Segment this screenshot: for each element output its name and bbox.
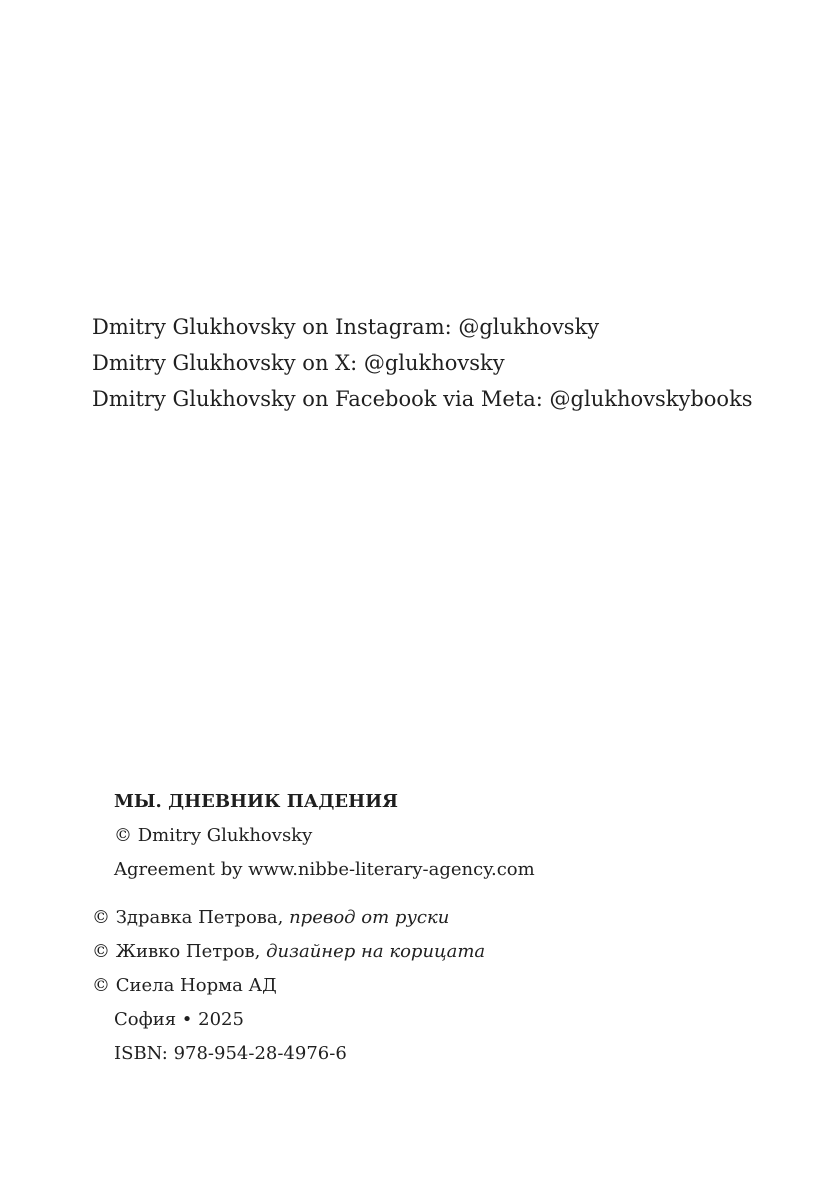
city-year: София • 2025 [114,1009,244,1030]
designer-role: дизайнер на корицата [266,941,486,962]
author-copyright: © Dmitry Glukhovsky [114,825,313,846]
designer-credit [92,935,485,969]
isbn: ISBN: 978-954-28-4976-6 [114,1043,347,1064]
translator-role: превод от руски [289,907,450,928]
agency-agreement: Agreement by www.nibbe-literary-agency.com [114,859,535,880]
publisher-credit: © Сиела Норма АД [92,975,277,996]
designer-name: © Живко Петров, [92,941,267,962]
author-social-links [92,309,753,417]
instagram-line: Dmitry Glukhovsky on Instagram: @glukhovsky [92,315,600,339]
facebook-line: Dmitry Glukhovsky on Facebook via Meta: @glukhovskybooks [92,387,753,411]
x-line: Dmitry Glukhovsky on X: @glukhovsky [92,351,505,375]
original-title: МЫ. ДНЕВНИК ПАДЕНИЯ [114,791,398,812]
publication-credits [92,901,485,1071]
translator-credit [92,901,485,935]
edition-info [114,785,535,887]
translator-name: © Здравка Петрова, [92,907,290,928]
